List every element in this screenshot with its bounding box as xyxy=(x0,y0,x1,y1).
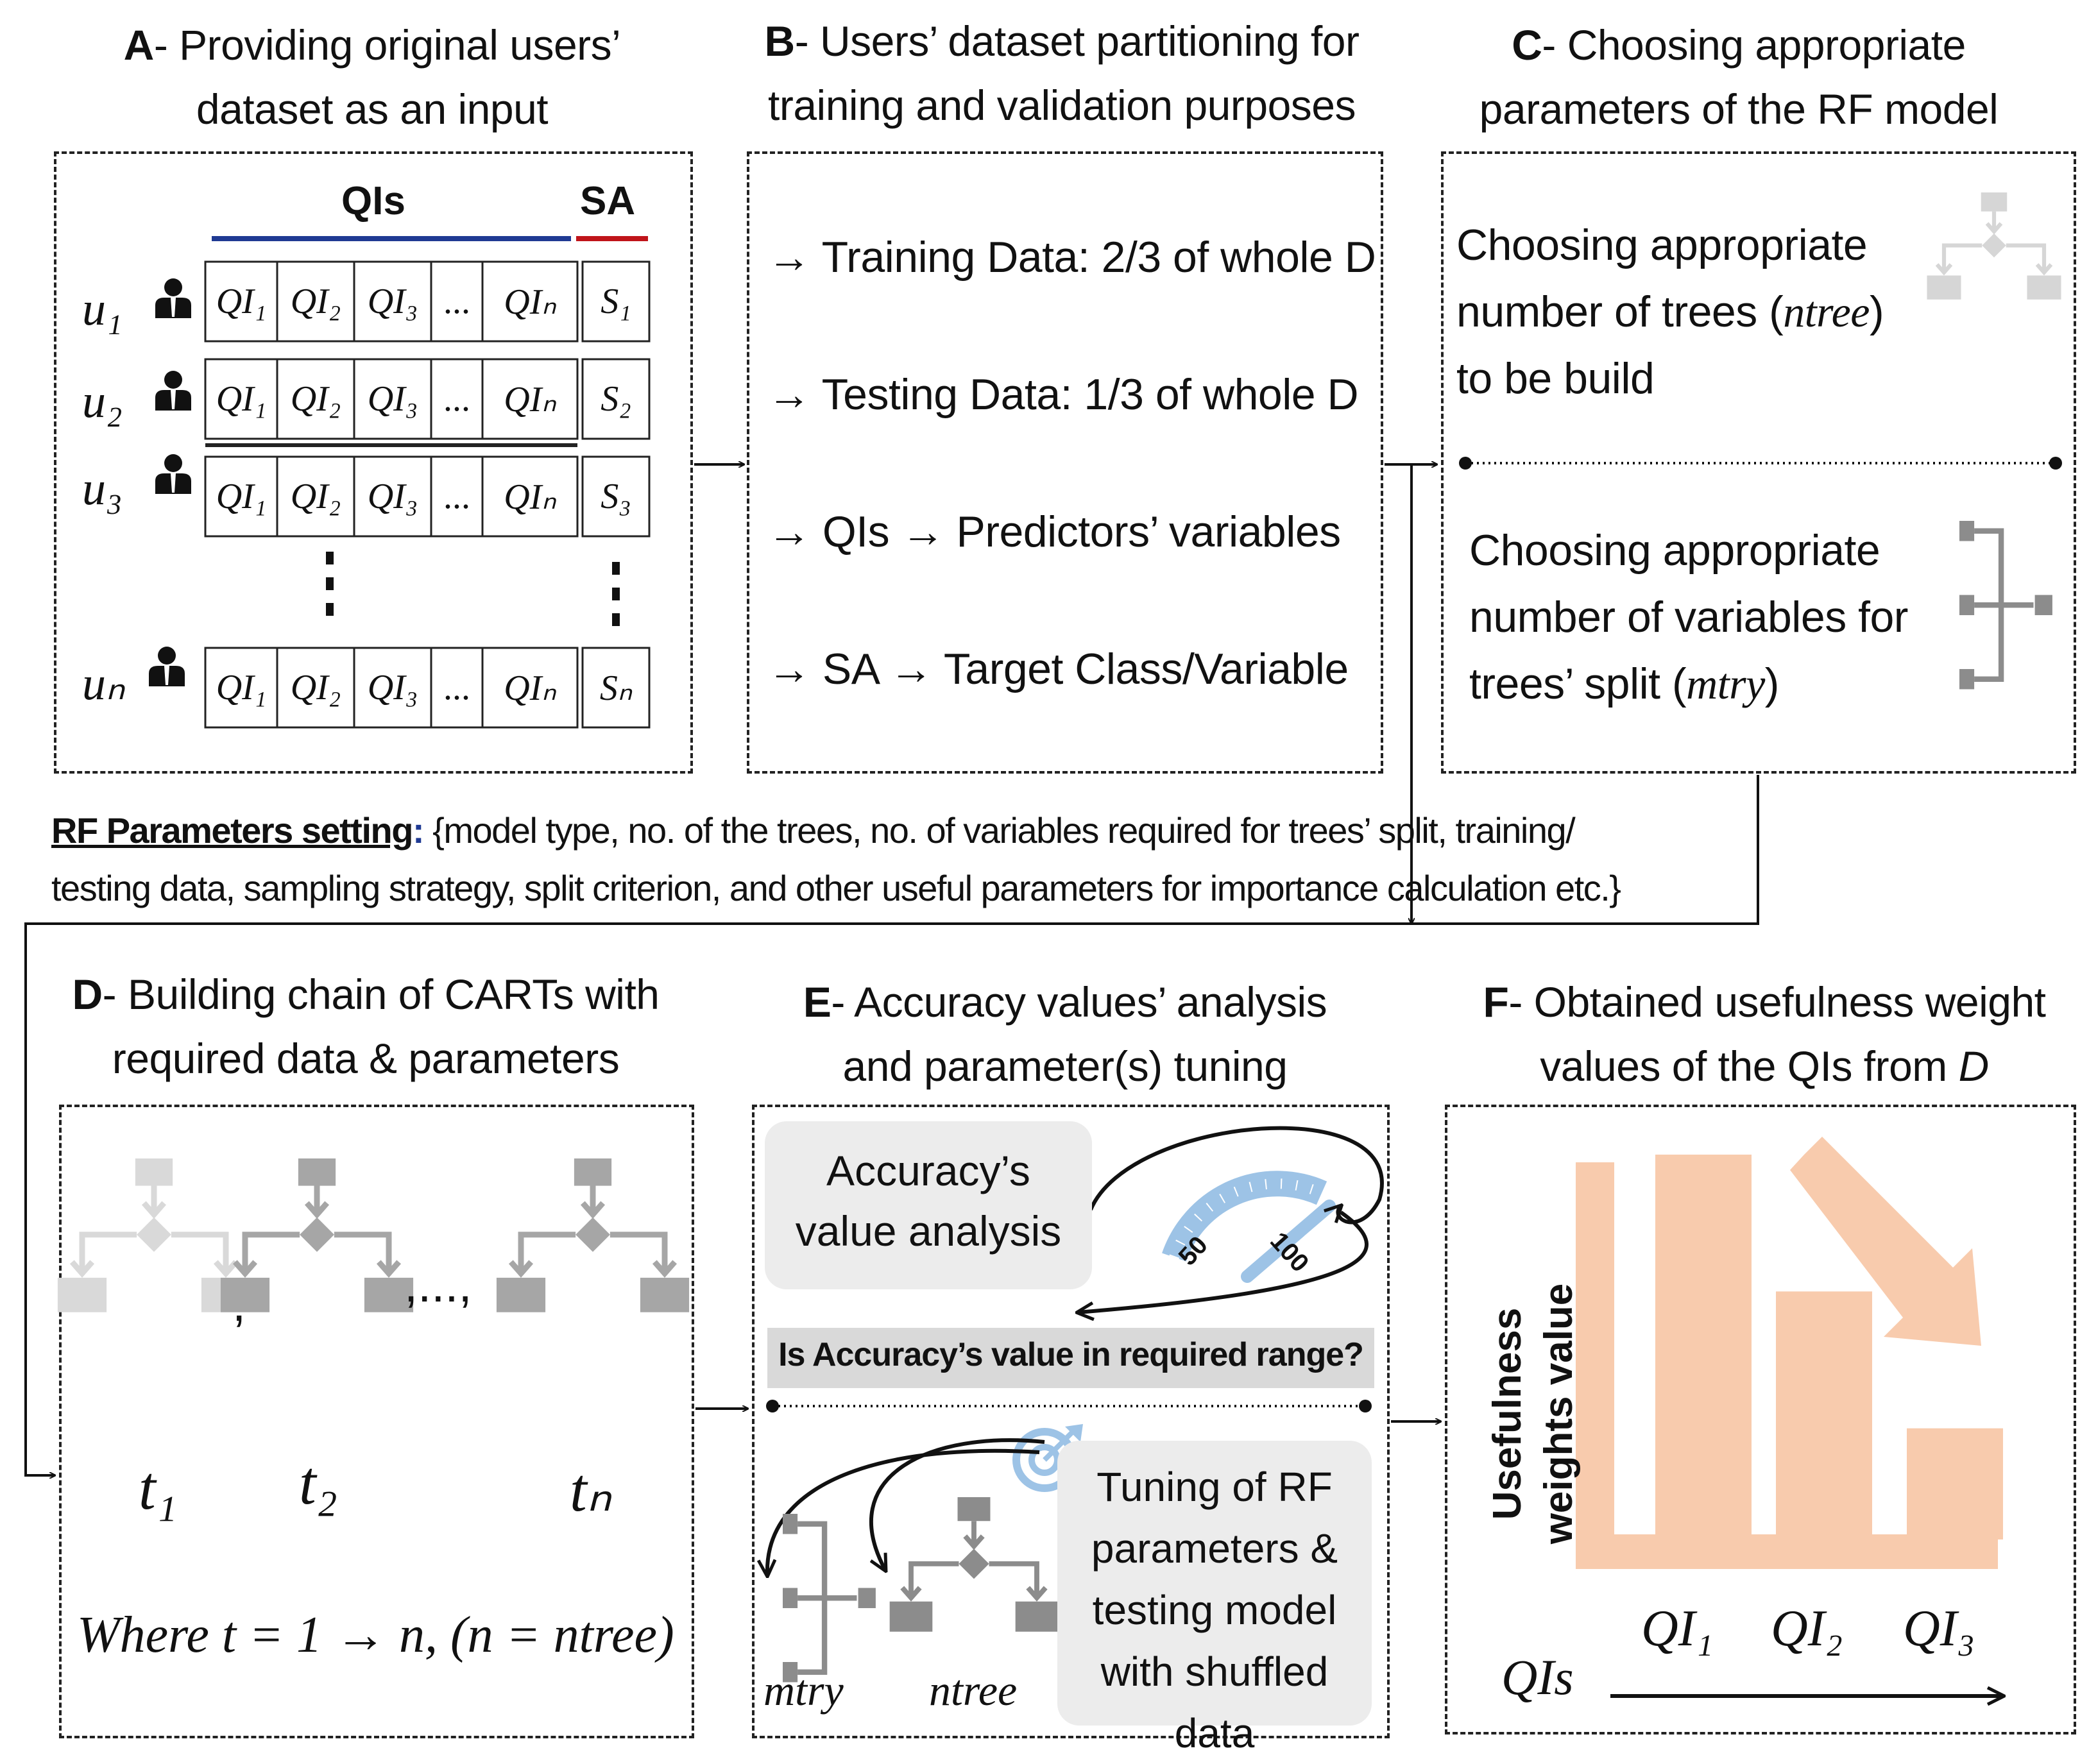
gauge-50: 50 xyxy=(1173,1230,1214,1271)
user-icon xyxy=(155,454,191,494)
bar-1 xyxy=(1655,1155,1752,1539)
category-label: QI₂ xyxy=(1771,1600,1843,1657)
rf-settings-label: RF Parameters setting xyxy=(51,810,413,851)
tree-separator: , xyxy=(232,1277,246,1332)
sa-cell: S₂ xyxy=(601,379,631,419)
cart-tree-icon xyxy=(497,1158,689,1312)
user-label: u₁ xyxy=(82,283,123,335)
mtry-label: mtry xyxy=(763,1666,844,1715)
qi-cell: QI₂ xyxy=(290,477,341,516)
mtry-desc: Choosing appropriate number of variables for trees’ split (mtry) xyxy=(1469,526,1908,708)
title-b: B- Users’ dataset partitioning for training and validation purposes xyxy=(764,17,1360,129)
title-f: F- Obtained usefulness weight values of the QIs from D xyxy=(1483,978,2046,1090)
tree-label: tₙ xyxy=(570,1455,611,1524)
user-icon xyxy=(155,371,191,411)
user-icon xyxy=(155,278,191,318)
accuracy-analysis: Accuracy’s value analysis xyxy=(765,1121,1092,1289)
title-a: A- Providing original users’ dataset as an input xyxy=(123,21,621,133)
y-axis-label: Usefulness weights value xyxy=(1485,1283,1581,1545)
where-formula: Where t = 1 → n, (n = ntree) xyxy=(77,1607,674,1663)
qi-cell: QI₃ xyxy=(367,477,418,516)
variables-icon xyxy=(783,1514,876,1683)
user-label: uₙ xyxy=(82,657,125,710)
qi-cell: QI₃ xyxy=(367,379,418,419)
qi-cell: ... xyxy=(443,282,470,321)
usefulness-chart xyxy=(1576,1137,2003,1569)
gauge-100: 100 xyxy=(1265,1226,1315,1278)
qi-cell: QI₂ xyxy=(290,668,341,708)
curved-arrow xyxy=(1078,1212,1367,1312)
qis-header: QIs xyxy=(341,179,405,223)
qi-cell: QIₙ xyxy=(504,282,556,322)
ntree-desc: Choosing appropriate number of trees (ntree) to be build xyxy=(1456,221,1884,403)
partition-item: → Training Data: 2/3 of whole D xyxy=(767,233,1376,282)
sa-header: SA xyxy=(580,179,636,223)
category-label: QI₃ xyxy=(1903,1600,1975,1657)
user-label: u₂ xyxy=(82,375,123,428)
tree-label: t₁ xyxy=(139,1454,178,1522)
qi-cell: QIₙ xyxy=(504,668,556,708)
variables-icon xyxy=(1959,521,2052,690)
title-c: C- Choosing appropriate parameters of the RF model xyxy=(1479,21,1999,133)
tree-icon xyxy=(890,1497,1059,1632)
qi-cell: QI₂ xyxy=(290,379,341,419)
title-e: E- Accuracy values’ analysis and parameter(s) tuning xyxy=(803,978,1327,1090)
rf-settings: RF Parameters setting: {model type, no. of the trees, no. of variables required for trees’ split, training/ testing data, sampling strategy, split criterion, and other useful parameters for importance calculation etc.} xyxy=(51,810,1621,908)
tree-label: t₂ xyxy=(299,1448,338,1517)
accuracy-question: Is Accuracy’s value in required range? xyxy=(778,1336,1363,1373)
tree-icon xyxy=(1927,192,2061,300)
sa-cell: S₃ xyxy=(601,477,631,516)
cart-tree-icon xyxy=(221,1158,413,1312)
partition-item: → QIs → Predictors’ variables xyxy=(767,507,1341,556)
ntree-label: ntree xyxy=(929,1666,1018,1715)
qi-cell: ... xyxy=(443,477,470,516)
curved-arrow xyxy=(767,1451,1039,1575)
user-label: u₃ xyxy=(82,462,123,515)
qi-cell: QI₃ xyxy=(367,282,418,321)
qi-cell: ... xyxy=(443,379,470,419)
sa-cell: Sₙ xyxy=(599,668,633,708)
qi-cell: QI₁ xyxy=(216,477,267,516)
qi-cell: QI₁ xyxy=(216,379,267,419)
user-icon xyxy=(149,647,185,686)
partition-item: → Testing Data: 1/3 of whole D xyxy=(767,370,1359,419)
sa-cell: S₁ xyxy=(601,282,631,321)
qi-cell: ... xyxy=(443,668,470,708)
tree-separator: ,..., xyxy=(404,1258,472,1312)
qi-cell: QI₁ xyxy=(216,668,267,708)
bar-2 xyxy=(1776,1291,1872,1539)
qi-cell: QI₃ xyxy=(367,668,418,708)
x-axis-label: QIs xyxy=(1501,1649,1574,1705)
qi-cell: QI₁ xyxy=(216,282,267,321)
category-label: QI₁ xyxy=(1641,1600,1714,1657)
partition-item: → SA → Target Class/Variable xyxy=(767,645,1349,693)
title-d: D- Building chain of CARTs with required data & parameters xyxy=(72,971,660,1082)
qi-cell: QI₂ xyxy=(290,282,341,321)
qi-cell: QIₙ xyxy=(504,380,556,420)
bar-3 xyxy=(1907,1429,2003,1539)
qi-cell: QIₙ xyxy=(504,477,556,517)
tuning-box: Tuning of RF parameters & testing model with shuffled data xyxy=(1057,1441,1372,1726)
vertical-ellipsis-icon xyxy=(326,552,620,626)
curved-arrow xyxy=(1091,1128,1382,1223)
